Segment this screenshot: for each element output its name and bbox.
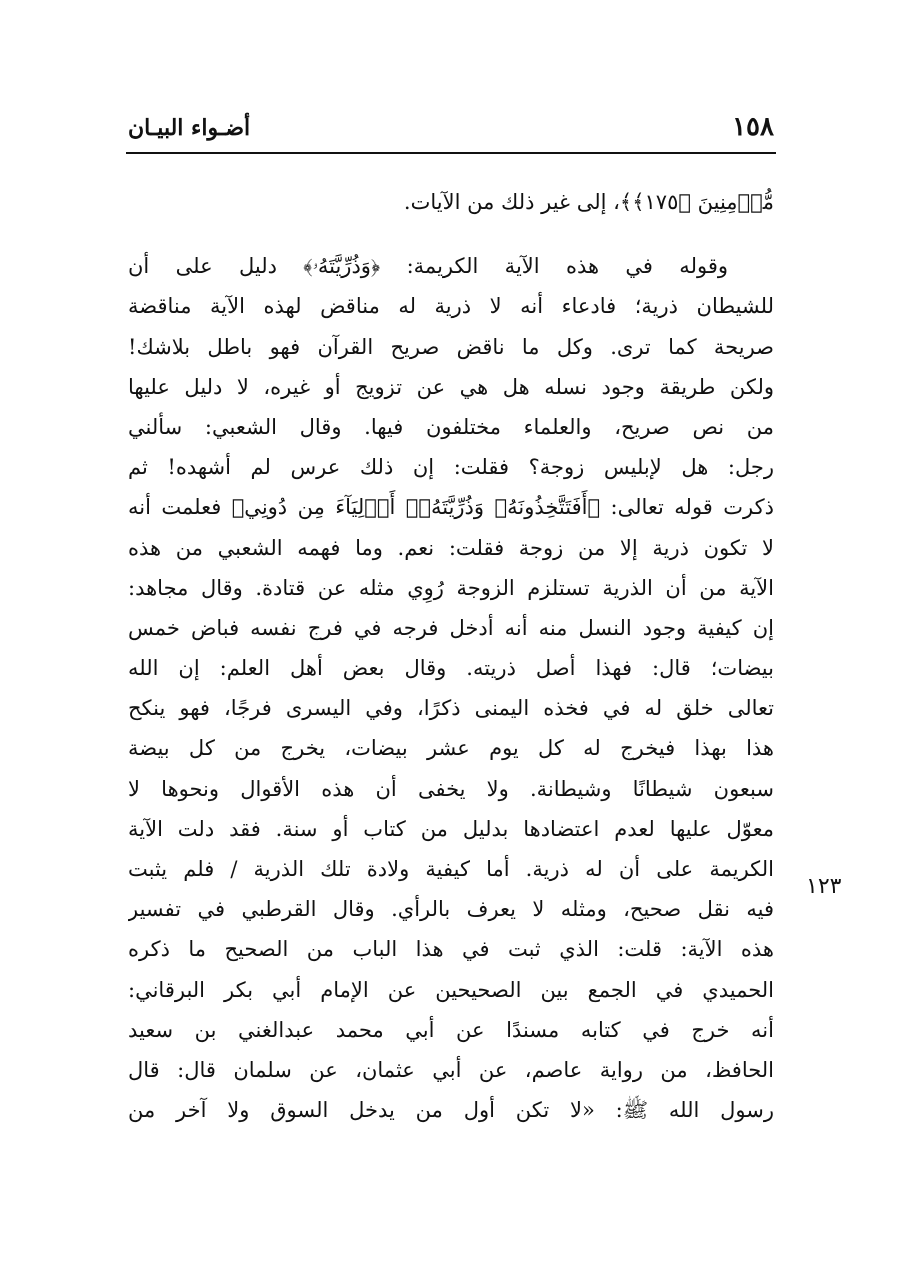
text-line: سبعون شيطانًا وشيطانة. ولا يخفى أن هذه الأقوال ونحوها لا <box>128 776 774 801</box>
text-line: رجل: هل لإبليس زوجة؟ فقلت: إن ذلك عرس لم أشهده! ثم <box>128 455 774 480</box>
text-line: فيه نقل صحيح، ومثله لا يعرف بالرأي. وقال القرطبي في تفسير <box>128 897 774 922</box>
text-line: الآية من أن الذرية تستلزم الزوجة رُوِي مثله عن قتادة. وقال مجاهد: <box>128 575 774 600</box>
text-line: الكريمة على أن له ذرية. أما كيفية ولادة تلك الذرية / فلم يثبت <box>128 857 774 881</box>
text-line: لا تكون ذرية إلا من زوجة فقلت: نعم. وما فهمه الشعبي من هذه <box>128 535 774 560</box>
text-line: من نص صريح، والعلماء مختلفون فيها. وقال الشعبي: سألني <box>128 414 774 439</box>
book-title: أضـواء البيـان <box>128 115 251 141</box>
paragraph-gap <box>128 222 774 246</box>
text-line: هذه الآية: قلت: الذي ثبت في هذا الباب من الصحيح ما ذكره <box>128 937 774 962</box>
text-line: أنه خرج في كتابه مسندًا عن أبي محمد عبدالغني بن سعيد <box>128 1017 774 1042</box>
text-line: الحافظ، من رواية عاصم، عن أبي عثمان، عن سلمان قال: قال <box>128 1057 774 1082</box>
text-line: تعالى خلق له في فخذه اليمنى ذكرًا، وفي اليسرى فرجًا، فهو ينكح <box>128 696 774 721</box>
text-line: للشيطان ذرية؛ فادعاء أنه لا ذرية له مناقض لهذه الآية مناقضة <box>128 294 774 319</box>
text-line-continuation: مُّؤۡمِنِينَ ﴿١٧٥﴾﴾، إلى غير ذلك من الآيات. <box>403 190 774 214</box>
text-line: ولكن طريقة وجود نسله هل هي عن تزويج أو غيره، لا دليل عليها <box>128 374 774 399</box>
header-rule <box>126 152 776 154</box>
text-line: هذا بهذا فيخرج له كل يوم عشر بيضات، يخرج من كل بيضة <box>128 736 774 761</box>
page-body <box>128 182 774 1130</box>
text-line: إن كيفية وجود النسل منه أنه أدخل فرجه في فرج نفسه فباض خمس <box>128 615 774 640</box>
text-line: بيضات؛ قال: فهذا أصل ذريته. وقال بعض أهل العلم: إن الله <box>128 656 774 681</box>
page-header <box>128 112 774 152</box>
text-line: وقوله في هذه الآية الكريمة: ﴿وَذُرِّيَّتَهُۥ﴾ دليل على أن <box>128 254 728 279</box>
text-line: صريحة كما ترى. وكل ما ناقض صريح القرآن فهو باطل بلاشك! <box>128 334 774 359</box>
text-line: معوّل عليها لعدم اعتضادها بدليل من كتاب أو سنة. فقد دلت الآية <box>128 816 774 841</box>
text-line: رسول الله ﷺ: «لا تكن أول من يدخل السوق ولا آخر من <box>128 1098 774 1123</box>
text-line: الحميدي في الجمع بين الصحيحين عن الإمام أبي بكر البرقاني: <box>128 977 774 1002</box>
margin-page-reference: ١٢٣ <box>806 874 842 899</box>
page-number: ١٥٨ <box>732 112 774 142</box>
text-line: ذكرت قوله تعالى: ﴿أَفَتَتَّخِذُونَهُۥ وَذُرِّيَّتَهُۥٓ أَوۡلِيَآءَ مِن دُونِي﴾ فعلمت أنه <box>128 495 774 520</box>
